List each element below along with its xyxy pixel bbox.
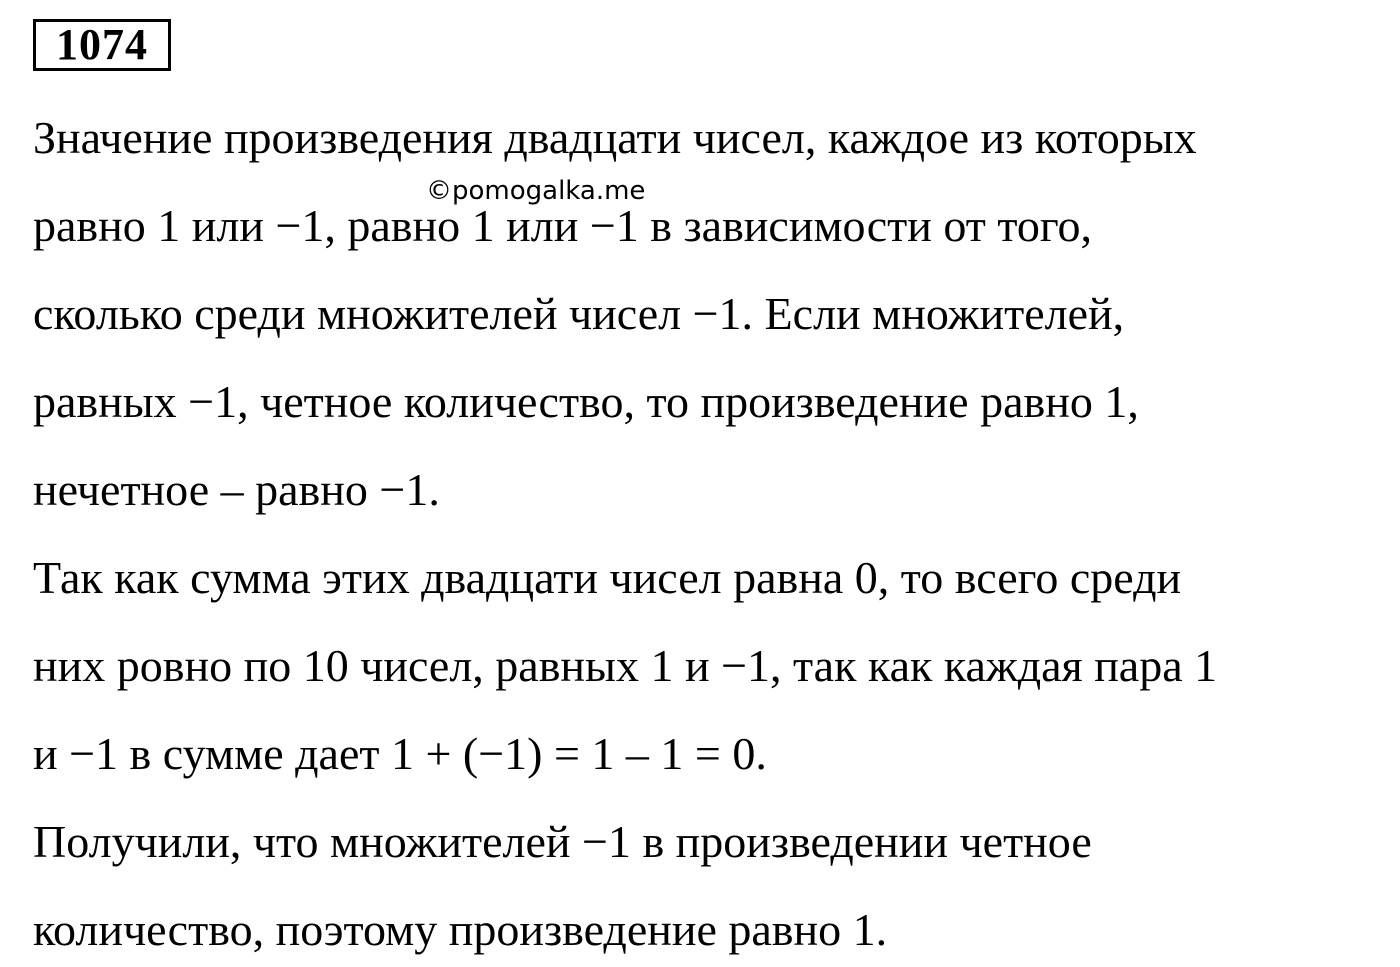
watermark-text: ©pomogalka.me bbox=[426, 176, 646, 206]
problem-number-box: 1074 bbox=[33, 19, 171, 71]
text-line-5: нечетное – равно −1. bbox=[33, 464, 440, 515]
text-line-7: них ровно по 10 чисел, равных 1 и −1, так как каждая пара 1 bbox=[33, 640, 1218, 691]
text-line-1: Значение произведения двадцати чисел, каждое из которых bbox=[33, 112, 1197, 163]
text-line-4: равных −1, четное количество, то произведение равно 1, bbox=[33, 376, 1139, 427]
text-line-9: Получили, что множителей −1 в произведении четное bbox=[33, 816, 1092, 867]
text-line-8: и −1 в сумме дает 1 + (−1) = 1 – 1 = 0. bbox=[33, 728, 767, 779]
text-line-10: количество, поэтому произведение равно 1. bbox=[33, 904, 888, 955]
text-line-2: равно 1 или −1, равно 1 или −1 в зависимости от того, bbox=[33, 200, 1093, 251]
text-line-3: сколько среди множителей чисел −1. Если множителей, bbox=[33, 288, 1125, 339]
text-line-6: Так как сумма этих двадцати чисел равна 0, то всего среди bbox=[33, 552, 1182, 603]
